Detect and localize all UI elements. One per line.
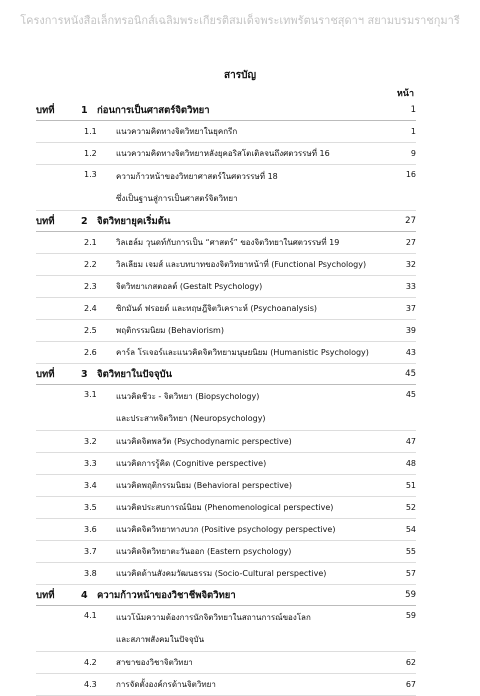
toc-entry[interactable] [36,143,416,165]
entry-page-number: 54 [405,525,416,534]
entry-text [116,147,394,160]
entry-text [116,501,394,514]
entry-text-line1: จิตวิทยาเกสตอลต์ (Gestalt Psychology) [116,282,263,291]
entry-text-line1: วิลเลียม เจมส์ และบทบาทของจิตวิทยาหน้าที่ (Functional Psychology) [116,260,367,269]
chapter-title: ก่อนการเป็นศาสตร์จิตวิทยา [97,104,210,116]
entry-number: 2.2 [84,260,97,269]
entry-number: 3.4 [84,481,97,490]
page-title: สารบัญ [224,70,256,81]
entry-page-number: 27 [405,238,416,247]
entry-text-line1: พฤติกรรมนิยม (Behaviorism) [116,326,224,335]
toc-entry[interactable] [36,475,416,497]
entry-page-number: 47 [405,437,416,446]
toc-entry[interactable] [36,497,416,519]
toc-entry[interactable] [36,385,416,431]
entry-text-line1: แนวคิดด้านสังคมวัฒนธรรม (Socio-Cultural perspective) [116,569,327,578]
toc-entry[interactable] [36,254,416,276]
entry-text-line1: แนวโน้มความต้องการนักจิตวิทยาในสถานการณ์ของโลก [116,613,311,622]
entry-text-line1: แนวคิดชีวะ - จิตวิทยา (Biopsychology) [116,392,260,401]
entry-number: 2.4 [84,304,97,313]
entry-page-number: 62 [405,658,416,667]
entry-page-number: 37 [405,304,416,313]
entry-text-line2: ซึ่งเป็นฐานสู่การเป็นศาสตร์จิตวิทยา [116,194,238,203]
entry-text [116,346,394,359]
entry-text [116,236,394,249]
entry-page-number: 52 [405,503,416,512]
chapter-title: จิตวิทยาในปัจจุบัน [97,368,173,380]
entry-text [116,280,394,293]
toc-entry[interactable] [36,652,416,674]
toc-entry[interactable] [36,342,416,364]
entry-text [116,611,394,646]
toc-entry[interactable] [36,674,416,696]
entry-text-line1: แนวคิดพฤติกรรมนิยม (Behavioral perspective) [116,481,292,490]
entry-text [116,545,394,558]
page-header: โครงการหนังสือเล็กทรอนิกส์เฉลิมพระเกียรติสมเด็จพระเทพรัตนราชสุดาฯ สยามบรมราชกุมารี [20,14,460,27]
chapter-row[interactable] [36,100,416,121]
entry-number: 3.5 [84,503,97,512]
chapter-title: ความก้าวหน้าของวิชาชีพจิตวิทยา [97,589,236,601]
entry-text-line1: สาขาของวิชาจิตวิทยา [116,658,193,667]
entry-page-number: 57 [405,569,416,578]
entry-text [116,170,394,205]
entry-text [116,523,394,536]
chapter-page-number: 59 [405,590,416,600]
entry-page-number: 55 [405,547,416,556]
entry-text [116,125,394,138]
entry-text-line1: ความก้าวหน้าของวิทยาศาสตร์ในศตวรรษที่ 18 [116,172,278,181]
entry-number: 3.8 [84,569,97,578]
entry-text [116,479,394,492]
entry-text [116,302,394,315]
chapter-page-number: 45 [405,369,416,379]
chapter-row[interactable] [36,364,416,385]
entry-number: 4.3 [84,680,97,689]
entry-page-number: 48 [405,459,416,468]
entry-number: 4.1 [84,611,97,620]
entry-number: 4.2 [84,658,97,667]
entry-text-line2: และสภาพสังคมในปัจจุบัน [116,635,205,644]
entry-text-line1: แนวคิดจิตวิทยาทางบวก (Positive psychology perspective) [116,525,336,534]
entry-text-line1: แนวคิดจิตพลวัต (Psychodynamic perspective) [116,437,292,446]
entry-page-number: 51 [405,481,416,490]
entry-text [116,656,394,669]
entry-number: 1.2 [84,149,97,158]
entry-page-number: 39 [405,326,416,335]
toc-entry[interactable] [36,320,416,342]
chapter-row[interactable] [36,585,416,606]
chapter-label: บทที่ [36,104,55,116]
entry-text [116,258,394,271]
entry-number: 2.6 [84,348,97,357]
entry-text-line1: แนวคิดประสบการณ์นิยม (Phenomenological perspective) [116,503,334,512]
entry-text-line1: แนวความคิดทางจิตวิทยาในยุคกรีก [116,127,238,136]
toc-entry[interactable] [36,165,416,211]
entry-number: 1.3 [84,170,97,179]
toc-entry[interactable] [36,563,416,585]
chapter-number: 3 [81,368,88,380]
entry-page-number: 9 [410,149,416,158]
entry-text [116,678,394,691]
entry-text-line1: แนวคิดจิตวิทยาตะวันออก (Eastern psychology) [116,547,292,556]
entry-page-number: 59 [405,611,416,620]
entry-text-line1: แนวคิดการรู้คิด (Cognitive perspective) [116,459,267,468]
page-column-heading: หน้า [396,89,414,99]
entry-number: 3.6 [84,525,97,534]
chapter-number: 4 [81,589,88,601]
entry-number: 2.5 [84,326,97,335]
entry-page-number: 33 [405,282,416,291]
chapter-label: บทที่ [36,215,55,227]
entry-text [116,390,394,425]
entry-page-number: 43 [405,348,416,357]
entry-number: 3.2 [84,437,97,446]
toc-entry[interactable] [36,121,416,143]
chapter-row[interactable] [36,211,416,232]
entry-number: 3.7 [84,547,97,556]
toc-entry[interactable] [36,453,416,475]
toc-entry[interactable] [36,276,416,298]
entry-text-line1: การจัดตั้งองค์กรด้านจิตวิทยา [116,680,216,689]
entry-page-number: 32 [405,260,416,269]
toc-entry[interactable] [36,298,416,320]
chapter-label: บทที่ [36,589,55,601]
toc-entry[interactable] [36,431,416,453]
entry-page-number: 1 [410,127,416,136]
toc-entry[interactable] [36,606,416,652]
entry-number: 3.1 [84,390,97,399]
entry-page-number: 16 [405,170,416,179]
entry-text-line1: วิลเฮล์ม วุนดท์กับการเป็น “ศาสตร์” ของจิตวิทยาในศตวรรษที่ 19 [116,238,340,247]
entry-number: 3.3 [84,459,97,468]
entry-text-line1: ซิกมันด์ ฟรอยด์ และทฤษฎีจิตวิเคราะห์ (Psychoanalysis) [116,304,318,313]
entry-text [116,324,394,337]
entry-number: 2.3 [84,282,97,291]
toc-entry[interactable] [36,541,416,563]
entry-number: 1.1 [84,127,97,136]
entry-text [116,435,394,448]
entry-text [116,457,394,470]
chapter-label: บทที่ [36,368,55,380]
chapter-number: 1 [81,104,88,116]
chapter-number: 2 [81,215,88,227]
entry-text-line1: แนวความคิดทางจิตวิทยาหลังยุคอริสโตเติลจนถึงศตวรรษที่ 16 [116,149,330,158]
entry-page-number: 67 [405,680,416,689]
entry-page-number: 45 [405,390,416,399]
entry-text [116,567,394,580]
toc-entry[interactable] [36,232,416,254]
chapter-page-number: 27 [405,216,416,226]
toc-entry[interactable] [36,519,416,541]
entry-text-line1: คาร์ล โรเจอร์และแนวคิดจิตวิทยามนุษยนิยม (Humanistic Psychology) [116,348,369,357]
chapter-title: จิตวิทยายุคเริ่มต้น [97,215,171,227]
entry-number: 2.1 [84,238,97,247]
entry-text-line2: และประสาทจิตวิทยา (Neuropsychology) [116,414,266,423]
table-of-contents [36,100,416,696]
chapter-page-number: 1 [410,105,416,115]
